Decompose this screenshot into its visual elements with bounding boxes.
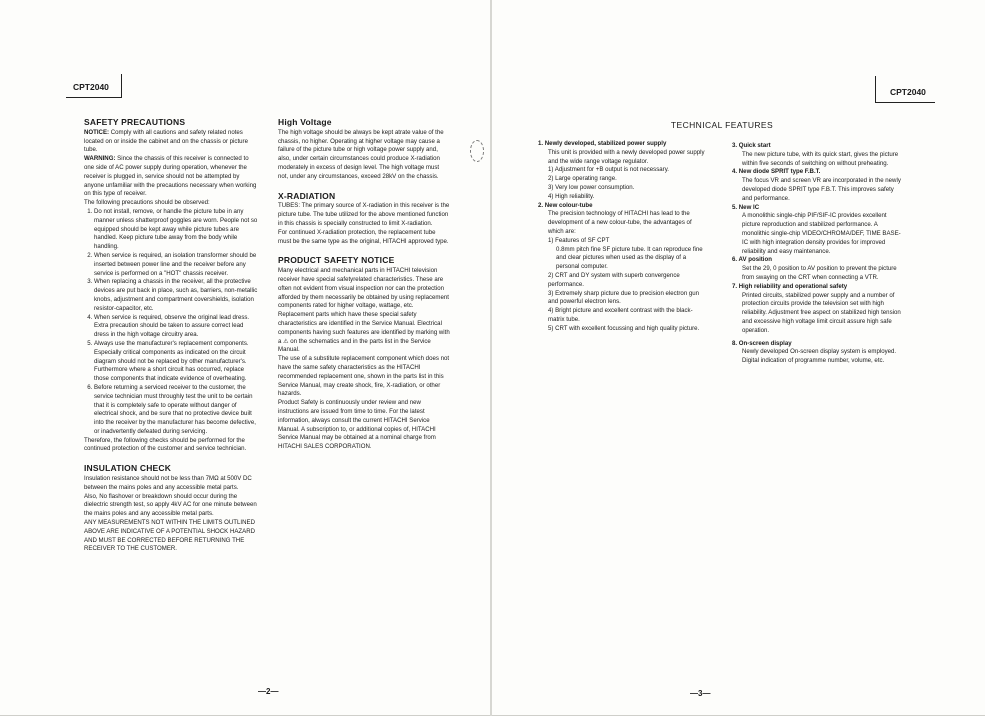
- page-number-left: —2—: [258, 687, 279, 696]
- feature-line: A monolithic single-chip PIF/SIF-IC provides excellent picture reproduction and stabilized performance. A monolithic single-chip VIDEO/CHROMA/DEF, TIME BASE-IC with high integration density provides for improved reliability and easy maintenance.: [742, 212, 901, 255]
- feature-heading: 7. High reliability and operational safety: [732, 282, 848, 290]
- feature-line: 4) Bright picture and excellent contrast with the black-matrix tube.: [548, 307, 693, 323]
- pss-p1: Many electrical and mechanical parts in HITACHI television receiver have special safetyrelated characteristics. These are often not evident from visual inspection nor can the protection afforded by them necessarily be obtained by using replacement components rated for higher voltage, wattage, etc. Replacement parts which have these special safety characteristics are identified in the Service Manual. Electrical components having such features are identified by marking with a ⚠ on the schematics and in the parts list in the Service Manual.: [278, 267, 450, 354]
- feature-line: Set the 29, 0 position to AV position to prevent the picture from swaying on the CRT when connecting a VTR.: [742, 265, 897, 281]
- left-page: [0, 0, 490, 716]
- feature-block: [732, 256, 902, 282]
- precautions-closing: Therefore, the following checks should be performed for the continued protection of the customer and service technician.: [84, 436, 247, 453]
- page-number-right: —3—: [690, 689, 711, 698]
- pss-section: [278, 256, 450, 452]
- right-column-1: [538, 140, 708, 334]
- feature-block: [538, 202, 708, 334]
- feature-line: 4) High reliability.: [548, 192, 595, 200]
- model-tag-left: CPT2040: [73, 82, 109, 92]
- feature-line: Printed circuits, stabilized power supply and a number of protection circuits provide the television set with high reliability. Adjustment free aspect on stabilized high tension and excessive high voltage limit circuit assure high safe operation.: [742, 291, 901, 334]
- precautions-intro: The following precautions should be observed:: [84, 199, 210, 207]
- xrad-p1: TUBES: The primary source of X-radiation in this receiver is the picture tube. The tube utilized for the above mentioned function in this chassis is specially constructed to limit X-radiation.: [278, 202, 450, 227]
- feature-line: 2) CRT and DY system with superb convergence performance.: [548, 271, 680, 288]
- pss-title: PRODUCT SAFETY NOTICE: [278, 255, 395, 266]
- feature-line: 3) Very low power consumption.: [548, 183, 635, 191]
- right-column-2: [732, 142, 902, 366]
- feature-block: [732, 168, 902, 203]
- feature-block: [732, 204, 902, 257]
- insulation-title: INSULATION CHECK: [84, 463, 172, 474]
- insulation-p1: Insulation resistance should not be less than 7MΩ at 500V DC between the mains poles and any accessible metal parts.: [84, 475, 252, 491]
- insulation-section: [84, 464, 258, 554]
- feature-heading: 1. Newly developed, stabilized power supply: [538, 140, 667, 147]
- safety-title: SAFETY PRECAUTIONS: [84, 117, 186, 127]
- feature-block: [538, 140, 708, 202]
- precautions-list: [84, 208, 258, 437]
- warning-label: WARNING:: [84, 155, 116, 163]
- feature-block: [732, 340, 902, 366]
- feature-heading: 2. New colour-tube: [538, 201, 593, 209]
- feature-line: 3) Extremely sharp picture due to precision electron gun and powerful electron lens.: [548, 289, 700, 306]
- precaution-item: 2. When service is required, an isolation transformer should be inserted between power line and the receiver before any service is performed on a "HOT" chassis receiver.: [94, 252, 258, 278]
- high-voltage-text: The high voltage should be always be kept atrate value of the chassis, no higher. Operating at higher voltage may cause a failure of the picture tube or high voltage power supply and, also, under certain circumstances could produce X-radiation moderately in excess of design level. The high voltage must not, under any circumstances, exceed 28kV on the chassis.: [278, 128, 444, 180]
- insulation-warning: ANY MEASUREMENTS NOT WITHIN THE LIMITS OUTLINED ABOVE ARE INDICATIVE OF A POTENTIAL SHOCK HAZARD AND MUST BE CORRECTED BEFORE RETURNING THE RECEIVER TO THE CUSTOMER.: [84, 519, 255, 553]
- pss-p2: The use of a substitute replacement component which does not have the same safety characteristics as the HITACHI recommended replacement one, shown in the parts list in this Service Manual, may create shock, fire, X-radiation, or other hazards.: [278, 355, 450, 398]
- left-column-1: [84, 118, 258, 554]
- left-column-2: [278, 118, 450, 452]
- precaution-item: 1. Do not install, remove, or handle the picture tube in any manner unless shatterproof goggles are worn. People not so equipped should be kept away while picture tubes are handled. Keep picture tube away from the body while handling.: [94, 208, 258, 252]
- precaution-item: 3. When replacing a chassis in the receiver, all the protective devices are put back in place, such as, barriers, non-metallic knobs, adjustment and compartment covershields, isolation resistor-capacitor, etc.: [94, 278, 258, 313]
- feature-line: 5) CRT with excellent focussing and high quality picture.: [548, 324, 700, 332]
- feature-line: The new picture tube, with its quick start, gives the picture within five seconds of switching on without preheating.: [742, 150, 899, 167]
- feature-heading: 3. Quick start: [732, 142, 771, 149]
- precaution-item: 6. Before returning a serviced receiver to the customer, the service technician must throughly test the unit to be certain that it is completely safe to operate without danger of electrical shock, and be sure that no protective device built into the receiver by the manufacturer has become defective, or inadvertently defeated during servicing.: [94, 384, 258, 437]
- feature-heading: 8. On-screen display: [732, 339, 792, 347]
- binding-hole-mark: [470, 140, 484, 162]
- precaution-item: 5. Always use the manufacturer's replacement components. Especially critical components as indicated on the circuit diagram should not be replaced by other manufacturer's. Furthermore where a short circuit has occurred, replace those components that indicate evidence of overheating.: [94, 340, 258, 384]
- xrad-p2: For continued X-radiation protection, the replacement tube must be the same type as the original, HITACHI approved type.: [278, 228, 449, 245]
- high-voltage-title: High Voltage: [278, 117, 332, 127]
- xrad-title: X-RADIATION: [278, 190, 336, 201]
- warning-paragraph: [84, 155, 258, 199]
- feature-heading: 5. New IC: [732, 203, 760, 211]
- feature-heading: 6. AV position: [732, 256, 772, 264]
- feature-line: 1) Adjustment for +B output is not necessary.: [548, 166, 669, 174]
- feature-line: Newly developed On-screen display system is employed. Digital indication of programme number, volume, etc.: [742, 348, 897, 365]
- feature-heading: 4. New diode SPRIT type F.B.T.: [732, 168, 821, 176]
- tag-bracket-right: [875, 76, 876, 102]
- tag-underline-right: [875, 102, 935, 103]
- feature-line: The precision technology of HITACHI has lead to the development of a new colour-tube, the advantages of which are:: [548, 210, 692, 235]
- feature-line: This unit is provided with a newly developed power supply and the wide range voltage regulator.: [548, 148, 705, 165]
- precaution-item: 4. When service is required, observe the original lead dress. Extra precaution should be taken to assure correct lead dress in the high voltage circuitry area.: [94, 314, 258, 340]
- insulation-p2: Also, No flashover or breakdown should occur during the dielectric strength test, so apply 4kV AC for one minute between the mains poles and any accessible metal parts.: [84, 492, 257, 518]
- notice-paragraph: [84, 129, 258, 155]
- tag-underline-left: [66, 97, 122, 98]
- notice-text: Comply with all cautions and safety related notes located on or inside the cabinet and on the chassis or picture tube.: [84, 128, 248, 154]
- feature-line: 1) Features of SF CPT: [548, 236, 610, 244]
- feature-line: 2) Large operating range.: [548, 175, 617, 183]
- feature-line: 0.8mm pitch fine SF picture tube. It can reproduce fine and clear pictures when used as the display of a personal computer.: [556, 245, 703, 271]
- notice-label: NOTICE:: [84, 128, 110, 136]
- tag-bracket-left: [121, 74, 122, 97]
- warning-text: Since the chassis of this receiver is connected to one side of AC power supply during operation, whenever the receiver is plugged in, service should not be attempted by anyone unfamiliar with the precautions necessary when working on this type of receiver.: [84, 155, 257, 198]
- xrad-section: [278, 192, 450, 247]
- feature-line: The focus VR and screen VR are incorporated in the newly developed diode SPRIT type F.B.T. This improves safety and performance.: [742, 177, 901, 202]
- pss-p3: Product Safety is continuously under review and new instructions are issued from time to time. For the latest information, always consult the current HITACHI Service Manual. A subscription to, or additional copies of, HITACHI Service Manual may be obtained at a nominal charge from HITACHI SALES CORPORATION.: [278, 399, 436, 451]
- feature-block: [732, 142, 902, 168]
- right-page: [492, 0, 985, 716]
- model-tag-right: CPT2040: [890, 87, 926, 97]
- feature-block: [732, 283, 902, 336]
- technical-features-title: TECHNICAL FEATURES: [670, 120, 774, 130]
